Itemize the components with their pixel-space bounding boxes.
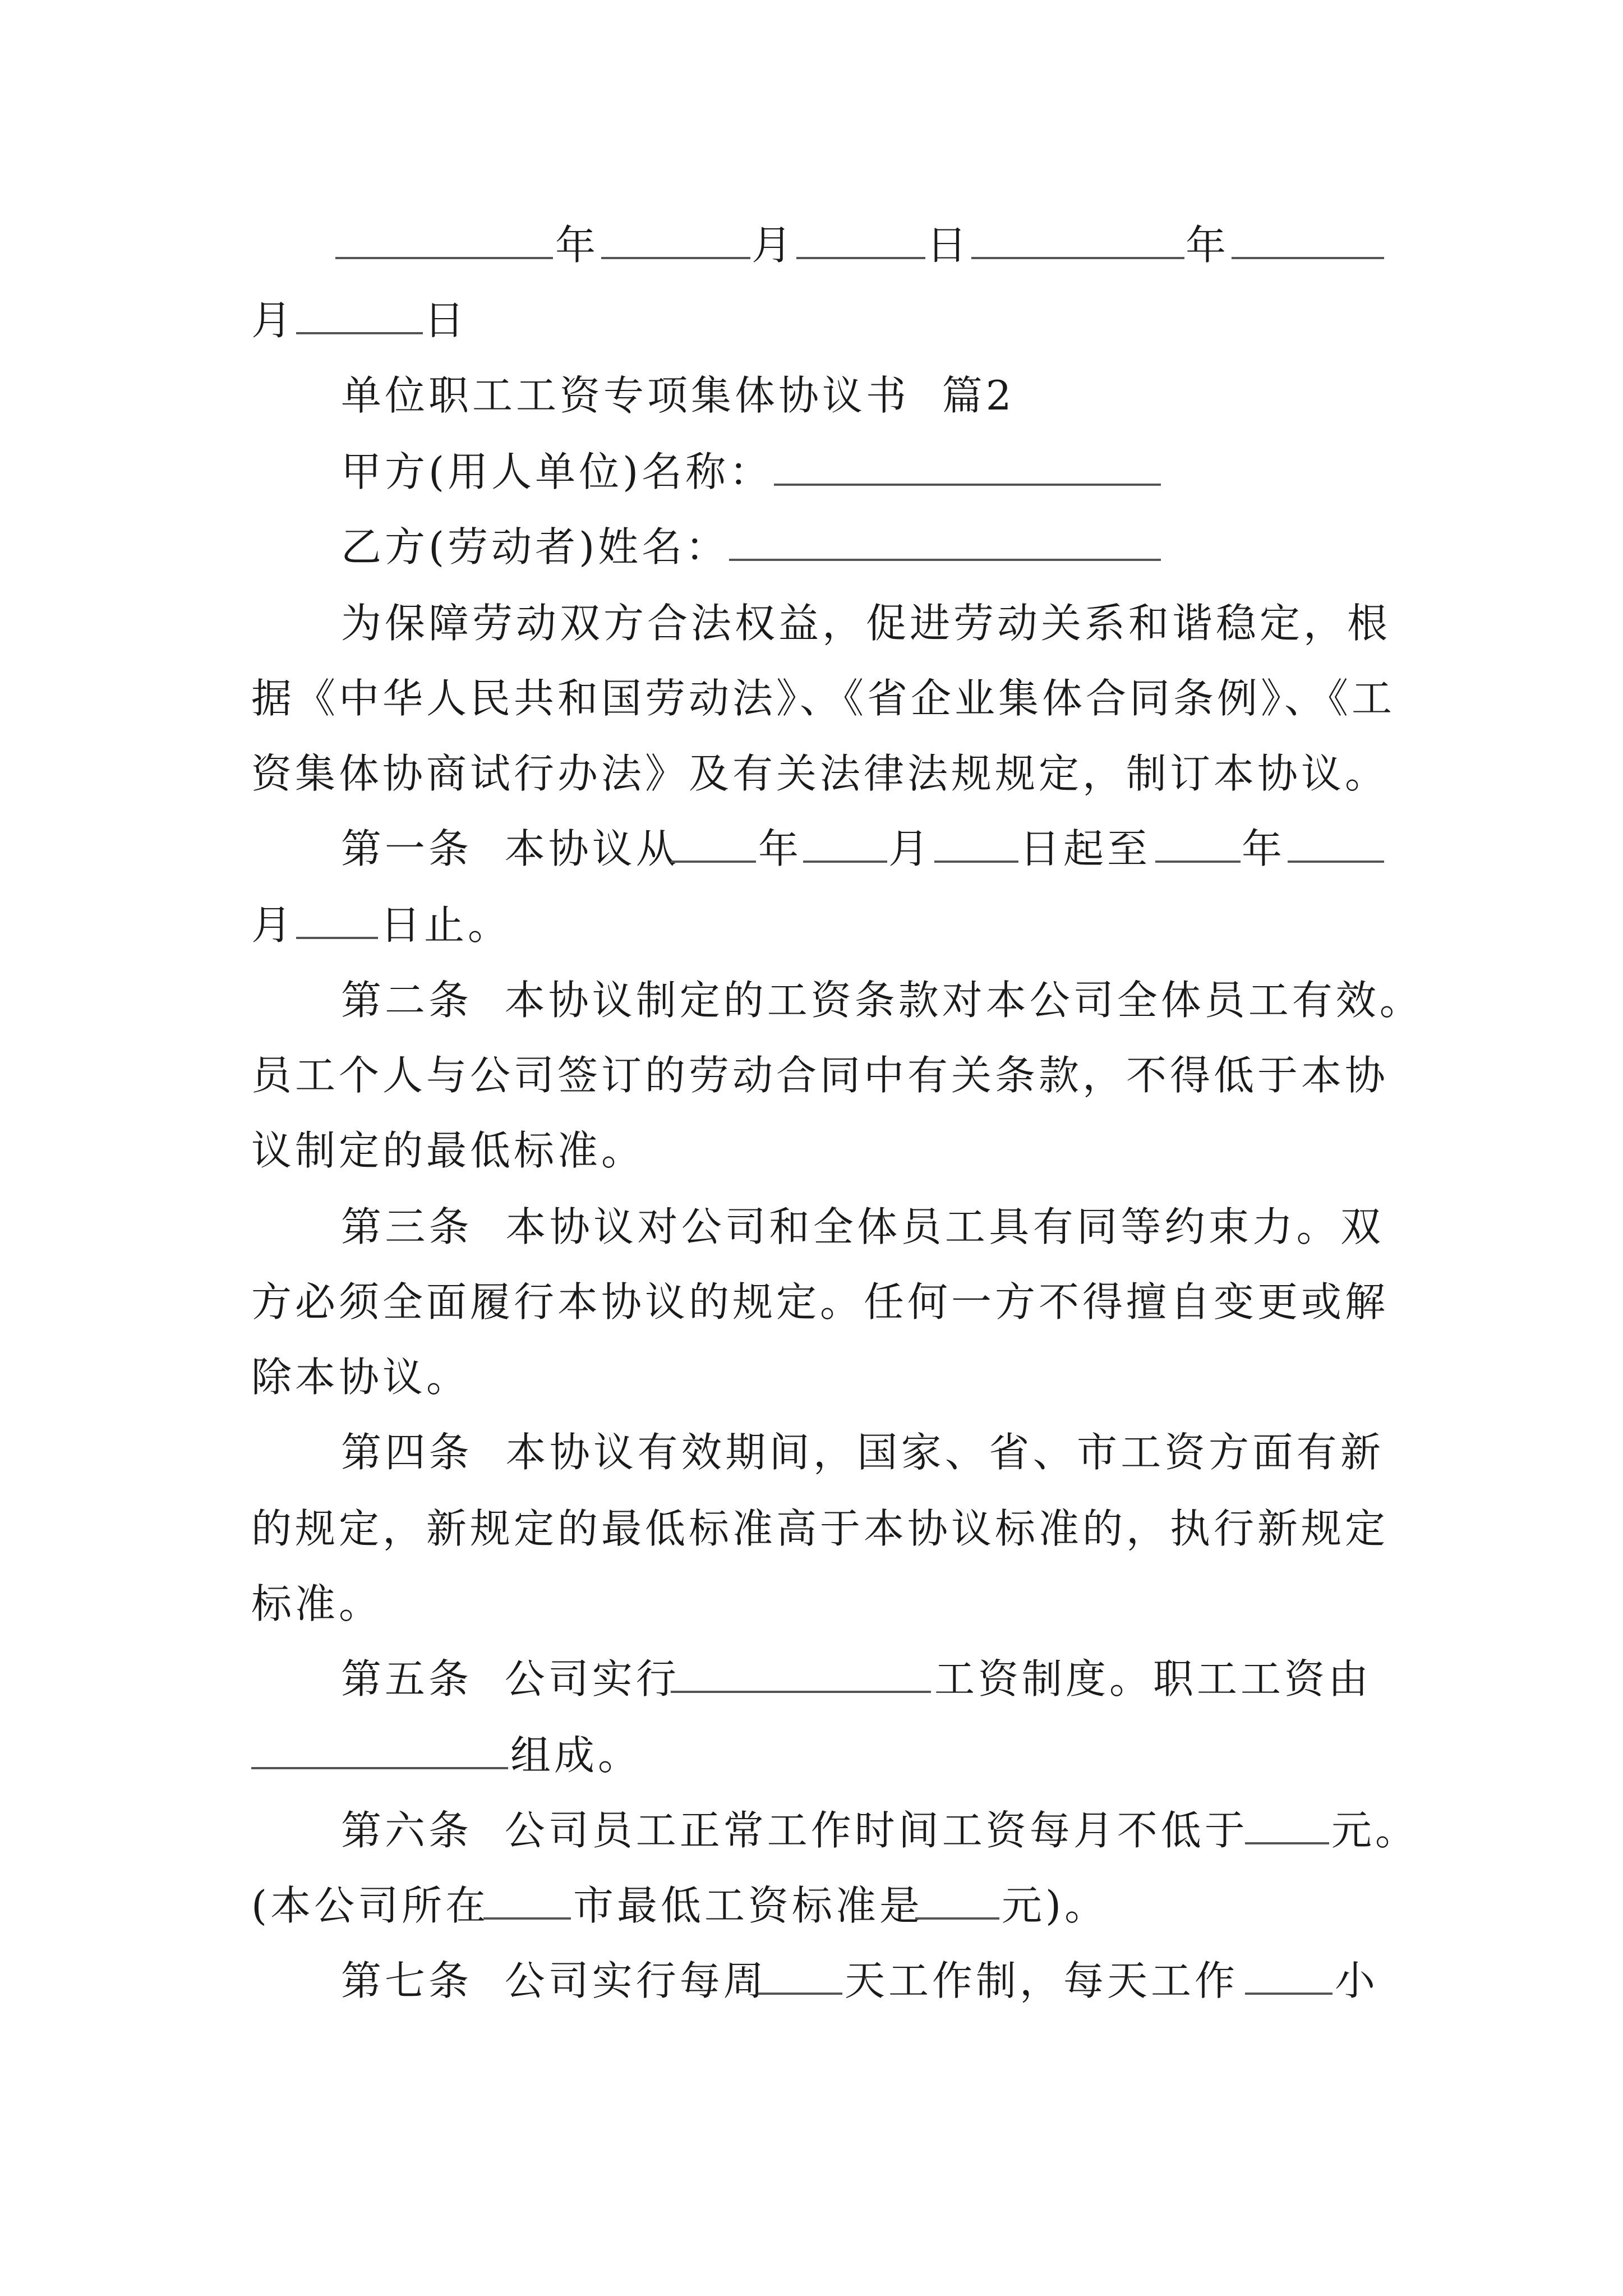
paragraph-text: 据《中华人民共和国劳动法》、《省企业集体合同条例》、《工	[251, 675, 1396, 722]
paragraph-text: 议制定的最低标准。	[251, 1127, 645, 1174]
blank-day-1[interactable]	[796, 257, 925, 259]
article-1-text-a: 第一条 本协议从	[341, 825, 680, 872]
article-6-line-2	[0, 1875, 1623, 1936]
article-4-line-1	[0, 1421, 1623, 1483]
art1-end-day-blank[interactable]	[296, 937, 378, 939]
preamble-line-2	[0, 668, 1623, 729]
article-6-text-b: 元。	[1331, 1807, 1419, 1854]
article-1-text-c: 月	[888, 825, 933, 872]
article-7-text-a: 第七条 公司实行每周	[341, 1957, 767, 2004]
label-nian-2: 年	[1186, 222, 1230, 269]
paragraph-text: 方必须全面履行本协议的规定。任何一方不得擅自变更或解	[251, 1278, 1389, 1326]
paragraph-text: 资集体协商试行办法》及有关法律法规规定，制订本协议。	[251, 750, 1389, 797]
article-7-line-1	[0, 1950, 1623, 2012]
art7-hours-blank[interactable]	[1245, 1993, 1332, 1995]
article-1-text-g: 日止。	[380, 901, 512, 949]
label-yue-1: 月	[751, 222, 796, 269]
paragraph-text: 第四条 本协议有效期间，国家、省、市工资方面有新	[341, 1429, 1384, 1476]
art1-end-month-blank[interactable]	[1288, 861, 1384, 863]
preamble-line-1	[0, 592, 1623, 654]
article-6-text-d: 市最低工资标准是	[573, 1882, 924, 1929]
party-b-label: 乙方(劳动者)姓名：	[341, 523, 730, 570]
art6-city-blank[interactable]	[483, 1917, 571, 1920]
art5-wage-system-blank[interactable]	[671, 1691, 931, 1693]
article-3-line-3	[0, 1346, 1623, 1408]
art1-start-day-blank[interactable]	[934, 861, 1018, 863]
article-7-text-b: 天工作制，每天工作	[845, 1957, 1239, 2004]
article-5-text-b: 工资制度。职工工资由	[934, 1655, 1372, 1703]
party-a-name-blank[interactable]	[774, 484, 1161, 486]
label-nian-1: 年	[555, 222, 600, 269]
paragraph-text: 除本协议。	[251, 1354, 471, 1401]
art1-end-year-blank[interactable]	[1155, 861, 1241, 863]
article-6-text-c: (本公司所在	[251, 1882, 490, 1929]
art6-min-wage-blank[interactable]	[1245, 1842, 1329, 1844]
article-1-text-d: 日起至	[1020, 825, 1151, 872]
art1-start-month-blank[interactable]	[803, 861, 887, 863]
party-a-label: 甲方(用人单位)名称：	[341, 448, 773, 495]
article-3-line-2	[0, 1271, 1623, 1333]
art1-start-year-blank[interactable]	[671, 861, 756, 863]
paragraph-text: 为保障劳动双方合法权益，促进劳动关系和谐稳定，根	[341, 600, 1391, 647]
article-5-text-c: 组成。	[510, 1732, 642, 1779]
blank-day-2[interactable]	[296, 332, 423, 334]
paragraph-text: 的规定，新规定的最低标准高于本协议标准的，执行新规定	[251, 1505, 1389, 1552]
article-4-line-3	[0, 1573, 1623, 1635]
party-b-line	[0, 516, 1623, 578]
heading-text: 单位职工工资专项集体协议书 篇2	[341, 372, 1015, 419]
blank-year-2[interactable]	[971, 257, 1184, 259]
art5-wage-composition-blank[interactable]	[251, 1767, 508, 1769]
blank-month-1[interactable]	[601, 257, 750, 259]
article-6-line-1	[0, 1800, 1623, 1861]
date-line-2	[0, 289, 1623, 351]
paragraph-text: 标准。	[251, 1580, 383, 1627]
paragraph-text: 第三条 本协议对公司和全体员工具有同等约束力。双	[341, 1203, 1384, 1250]
article-1-line-2	[0, 894, 1623, 956]
article-5-line-1	[0, 1648, 1623, 1710]
party-b-name-blank[interactable]	[729, 559, 1161, 561]
paragraph-text: 第二条 本协议制定的工资条款对本公司全体员工有效。	[341, 977, 1423, 1024]
blank-year-1[interactable]	[335, 257, 553, 259]
article-4-line-2	[0, 1498, 1623, 1559]
art6-city-min-wage-blank[interactable]	[915, 1917, 999, 1920]
party-a-line	[0, 441, 1623, 503]
article-1-text-b: 年	[758, 825, 803, 872]
article-3-line-1	[0, 1196, 1623, 1258]
article-2-line-1	[0, 969, 1623, 1031]
article-1-text-e: 年	[1242, 825, 1286, 872]
label-ri-2: 日	[424, 297, 468, 344]
article-7-text-c: 小	[1335, 1957, 1379, 2004]
article-5-text-a: 第五条 公司实行	[341, 1655, 680, 1703]
label-yue-2: 月	[251, 297, 296, 344]
article-5-line-2	[0, 1724, 1623, 1786]
article-2-line-3	[0, 1120, 1623, 1181]
article-1-text-f: 月	[251, 901, 296, 949]
date-line-1	[0, 214, 1623, 276]
blank-month-2[interactable]	[1232, 257, 1384, 259]
section-heading	[0, 365, 1623, 426]
label-ri-1: 日	[926, 222, 971, 269]
article-1-line-1	[0, 818, 1623, 880]
article-6-text-e: 元)。	[1002, 1882, 1109, 1929]
preamble-line-3	[0, 743, 1623, 804]
paragraph-text: 员工个人与公司签订的劳动合同中有关条款，不得低于本协	[251, 1052, 1389, 1099]
art7-days-blank[interactable]	[758, 1993, 842, 1995]
article-2-line-2	[0, 1045, 1623, 1106]
article-6-text-a: 第六条 公司员工正常工作时间工资每月不低于	[341, 1807, 1248, 1854]
